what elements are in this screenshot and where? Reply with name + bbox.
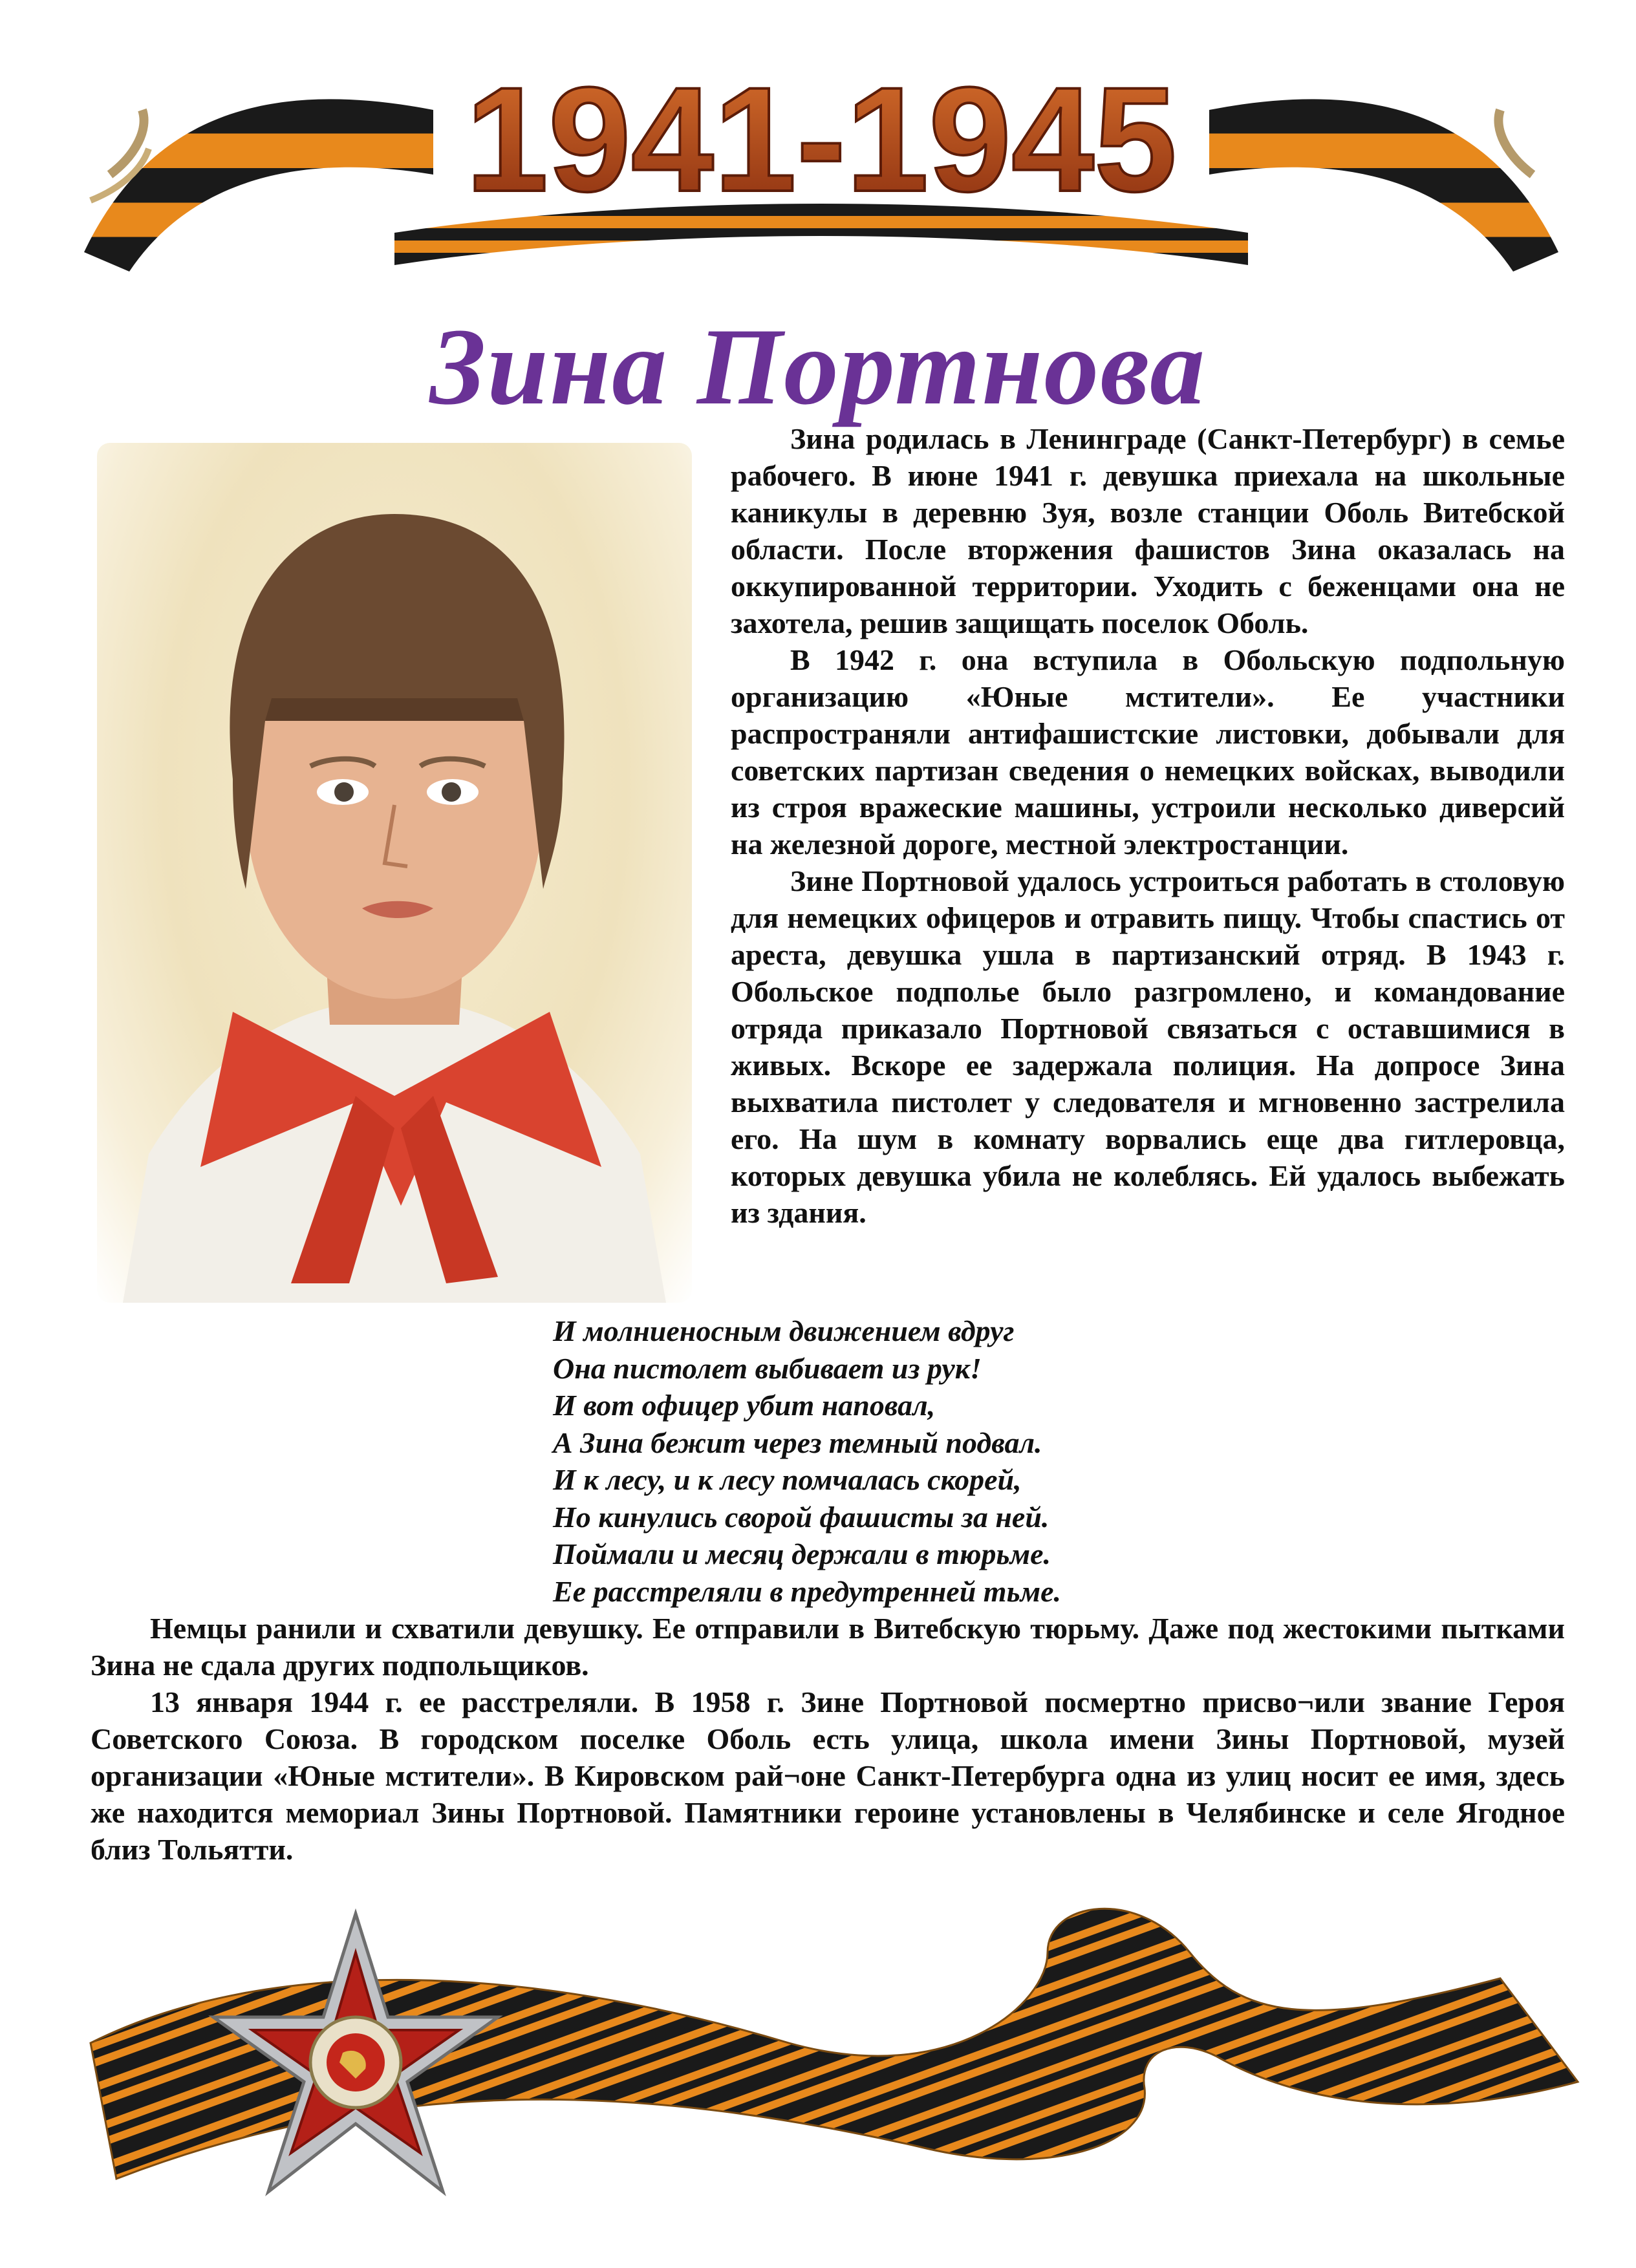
outro-text <box>91 1610 1565 1868</box>
right-ribbon <box>1209 99 1558 272</box>
poem-line: И к лесу, и к лесу помчалась скорей, <box>553 1463 1022 1496</box>
page-title: Зина Портнова <box>429 306 1207 427</box>
poem-line: И молниеносным движением вдруг <box>553 1314 1015 1347</box>
intro-text <box>731 420 1565 1231</box>
top-banner <box>71 39 1571 297</box>
years-title: 1941-1945 <box>466 56 1177 222</box>
poem-line: Но кинулись сворой фашисты за ней. <box>553 1500 1049 1534</box>
paragraph: В 1942 г. она вступила в Обольскую подпольную организацию «Юные мстители». Ее участники распространяли антифашистские листовки, добывали для советских партизан сведения о немецких войсках, выводили из строя вражеские машины, устроили несколько диверсий на железной дороге, местной электростанции. <box>731 643 1565 861</box>
paragraph: Немцы ранили и схватили девушку. Ее отправили в Витебскую тюрьму. Даже под жестокими пытками Зина не сдала других подпольщиков. <box>91 1612 1565 1682</box>
left-ribbon <box>84 99 433 272</box>
poem-line: А Зина бежит через темный подвал. <box>553 1426 1042 1459</box>
paragraph: 13 января 1944 г. ее расстреляли. В 1958 г. Зине Портновой посмертно присво¬или звание Героя Советского Союза. В городском поселке Оболь есть улица, школа имени Зины Портновой, музей организации «Юные мстители». В Кировском рай¬оне Санкт-Петербурга одна из улиц носит ее имя, здесь же находится мемориал Зины Портновой. Памятники героине установлены в Челябинске и селе Ягодное близ Тольятти. <box>91 1685 1565 1866</box>
poem-line: Она пистолет выбивает из рук! <box>553 1351 982 1385</box>
st-george-ribbon <box>78 1875 1591 2224</box>
paragraph: Зине Портновой удалось устроиться работать в столовую для немецких офицеров и отравить пищу. Чтобы спастись от ареста, девушка ушла в партизанский отряд. В 1943 г. Обольское подполье было разгромлено, и командование отряда приказало Портновой связаться с оставшимися в живых. Вскоре ее задержала полиция. На допросе Зина выхватила пистолет у следователя и мгновенно застрелила его. На шум в комнату ворвались еще два гитлеровца, которых девушка убила не колеблясь. Ей удалось выбежать из здания. <box>731 864 1565 1229</box>
poem-line: Поймали и месяц держали в тюрьме. <box>553 1537 1051 1570</box>
poem <box>553 1312 1458 1610</box>
paragraph: Зина родилась в Ленинграде (Санкт-Петербург) в семье рабочего. В июне 1941 г. девушка приехала на школьные каникулы в деревню Зуя, возле станции Оболь Витебской области. После вторжения фашистов Зина оказалась на оккупированной территории. Уходить с беженцами она не захотела, решив защищать поселок Оболь. <box>731 422 1565 639</box>
portrait-illustration <box>97 443 692 1303</box>
poem-line: И вот офицер убит наповал, <box>553 1389 936 1422</box>
poem-line: Ее расстреляли в предутренней тьме. <box>553 1574 1062 1608</box>
